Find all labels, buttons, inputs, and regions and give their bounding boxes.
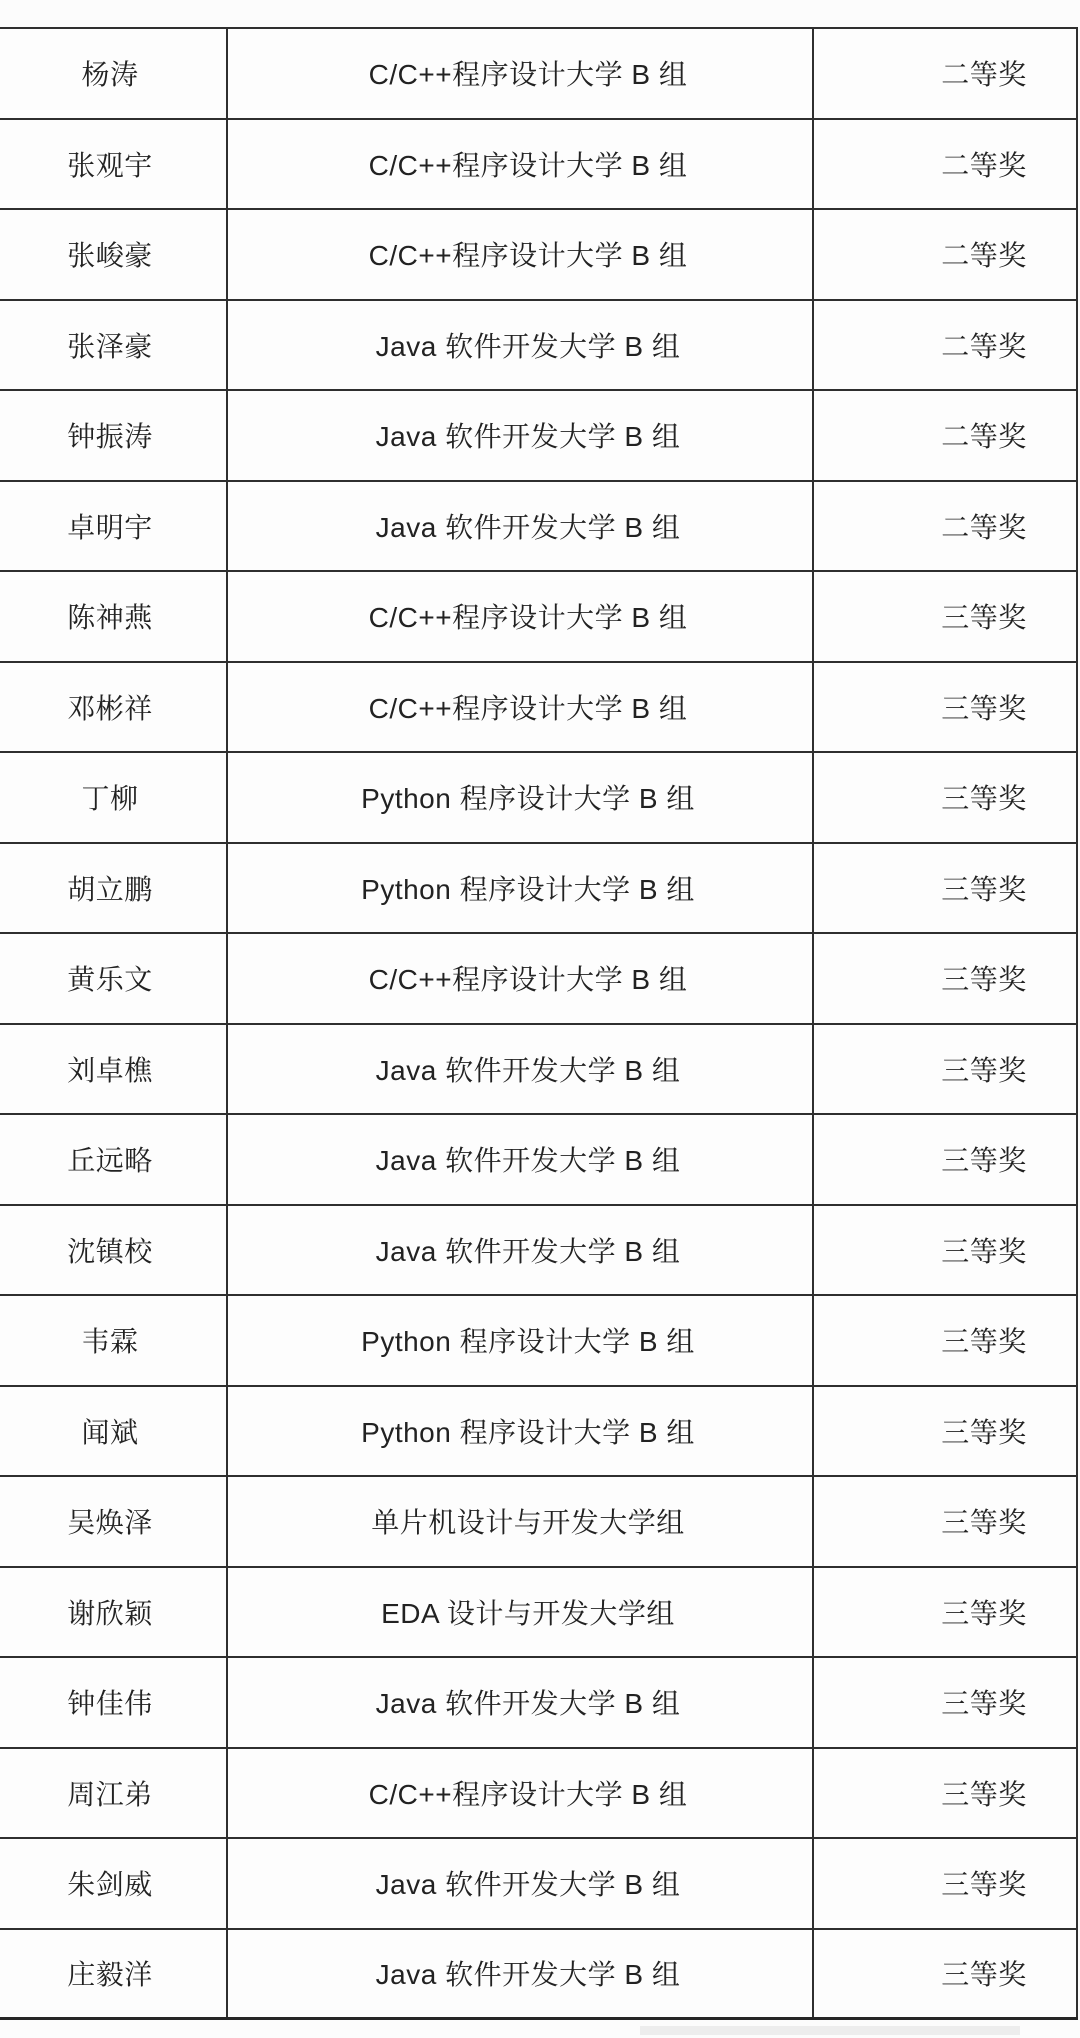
winner-name-cell: 周江弟 [67,1778,153,1810]
event-name-cell: C/C++程序设计大学 B 组 [226,29,812,118]
award-level-cell: 三等奖 [812,1839,1078,1928]
table-row [0,934,1078,1025]
table-row [0,1025,1078,1116]
event-name-cell: Java 软件开发大学 B 组 [226,1930,812,2018]
winner-name-cell: 谢欣颖 [67,1597,153,1629]
award-level-cell: 三等奖 [812,1477,1078,1566]
table-row [0,391,1078,482]
table-row [0,1658,1078,1749]
event-name-cell: Python 程序设计大学 B 组 [226,753,812,842]
table-row [0,663,1078,754]
winner-name-cell: 胡立鹏 [67,873,153,905]
event-name-cell: Java 软件开发大学 B 组 [226,1839,812,1928]
award-level-cell: 二等奖 [812,301,1078,390]
award-level-cell: 三等奖 [812,1206,1078,1295]
award-level-cell: 三等奖 [812,1658,1078,1747]
winner-name-cell: 张观宇 [67,149,153,181]
scan-artifact [640,2026,1020,2035]
table-row [0,844,1078,935]
winner-name-cell: 沈镇校 [67,1235,153,1267]
table-row [0,1930,1078,2021]
event-name-cell: EDA 设计与开发大学组 [226,1568,812,1657]
table-row [0,482,1078,573]
table-row [0,29,1078,120]
winner-name-cell: 吴焕泽 [67,1507,153,1539]
table-row [0,1749,1078,1840]
winner-name-cell: 卓明宇 [67,511,153,543]
award-level-cell: 三等奖 [812,1115,1078,1204]
award-level-cell: 三等奖 [812,844,1078,933]
award-level-cell: 二等奖 [812,29,1078,118]
table-row [0,1568,1078,1659]
award-level-cell: 三等奖 [812,1568,1078,1657]
winner-name-cell: 丁柳 [81,783,139,815]
winner-name-cell: 庄毅洋 [67,1959,153,1991]
event-name-cell: C/C++程序设计大学 B 组 [226,663,812,752]
table-row [0,572,1078,663]
winner-name-cell: 陈神燕 [67,602,153,634]
award-level-cell: 三等奖 [812,1749,1078,1838]
award-level-cell: 三等奖 [812,1296,1078,1385]
table-row [0,1477,1078,1568]
event-name-cell: C/C++程序设计大学 B 组 [226,120,812,209]
winner-name-cell: 刘卓樵 [67,1054,153,1086]
table-row [0,1115,1078,1206]
winner-name-cell: 邓彬祥 [67,692,153,724]
award-level-cell: 三等奖 [812,572,1078,661]
event-name-cell: Python 程序设计大学 B 组 [226,844,812,933]
event-name-cell: C/C++程序设计大学 B 组 [226,210,812,299]
table-row [0,1296,1078,1387]
winner-name-cell: 钟佳伟 [67,1688,153,1720]
event-name-cell: Java 软件开发大学 B 组 [226,1658,812,1747]
table-row [0,301,1078,392]
winner-name-cell: 杨涛 [81,59,139,91]
event-name-cell: Java 软件开发大学 B 组 [226,1025,812,1114]
winner-name-cell: 钟振涛 [67,421,153,453]
award-level-cell: 二等奖 [812,391,1078,480]
award-level-cell: 三等奖 [812,663,1078,752]
event-name-cell: Java 软件开发大学 B 组 [226,482,812,571]
table-row [0,1387,1078,1478]
table-row [0,753,1078,844]
event-name-cell: Java 软件开发大学 B 组 [226,1115,812,1204]
awards-table [0,27,1078,2020]
event-name-cell: Java 软件开发大学 B 组 [226,391,812,480]
award-level-cell: 二等奖 [812,120,1078,209]
award-level-cell: 三等奖 [812,1930,1078,2018]
event-name-cell: Python 程序设计大学 B 组 [226,1387,812,1476]
award-level-cell: 三等奖 [812,753,1078,842]
event-name-cell: Java 软件开发大学 B 组 [226,1206,812,1295]
event-name-cell: Python 程序设计大学 B 组 [226,1296,812,1385]
winner-name-cell: 闻斌 [81,1416,139,1448]
event-name-cell: Java 软件开发大学 B 组 [226,301,812,390]
winner-name-cell: 朱剑威 [67,1869,153,1901]
winner-name-cell: 韦霖 [81,1326,139,1358]
winner-name-cell: 黄乐文 [67,964,153,996]
event-name-cell: 单片机设计与开发大学组 [226,1477,812,1566]
event-name-cell: C/C++程序设计大学 B 组 [226,1749,812,1838]
table-row [0,1206,1078,1297]
award-level-cell: 三等奖 [812,1387,1078,1476]
winner-name-cell: 张峻豪 [67,240,153,272]
winner-name-cell: 张泽豪 [67,330,153,362]
award-level-cell: 二等奖 [812,482,1078,571]
award-level-cell: 三等奖 [812,1025,1078,1114]
table-row [0,1839,1078,1930]
award-level-cell: 二等奖 [812,210,1078,299]
award-level-cell: 三等奖 [812,934,1078,1023]
event-name-cell: C/C++程序设计大学 B 组 [226,572,812,661]
table-row [0,210,1078,301]
winner-name-cell: 丘远略 [67,1145,153,1177]
event-name-cell: C/C++程序设计大学 B 组 [226,934,812,1023]
table-row [0,120,1078,211]
